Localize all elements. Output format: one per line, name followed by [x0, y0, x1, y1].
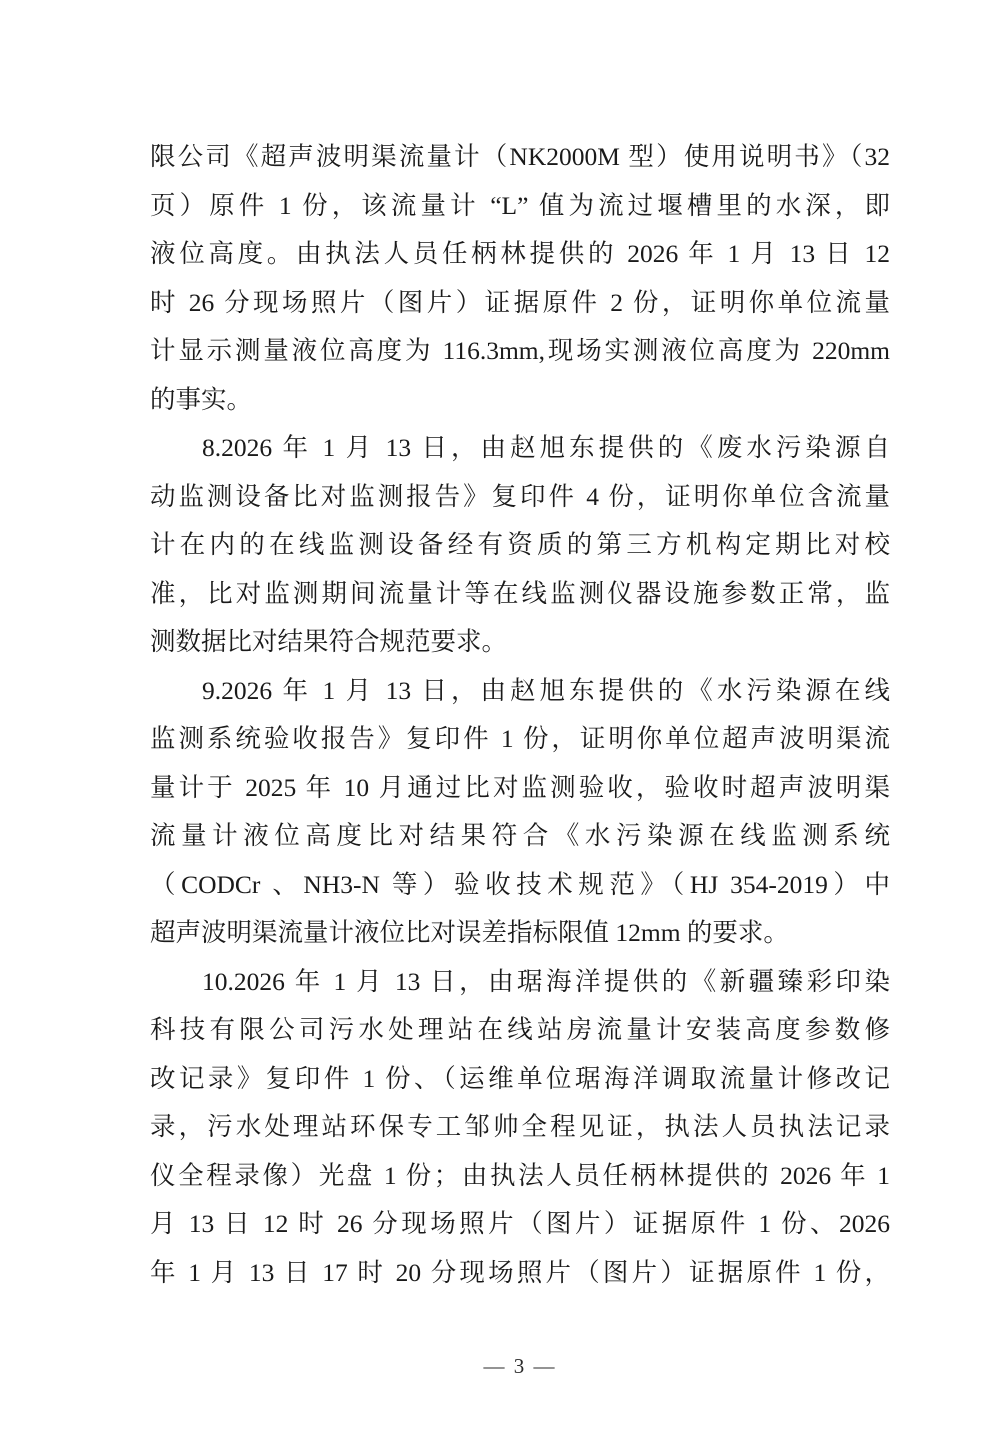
document-line paragraph-start: 10.2026 年 1 月 13 日，由琚海洋提供的《新疆臻彩印染	[202, 966, 890, 996]
document-line paragraph-start: 9.2026 年 1 月 13 日，由赵旭东提供的《水污染源在线	[202, 675, 890, 705]
document-line paragraph-end: 的事实。	[150, 384, 253, 414]
document-line: 流量计液位高度比对结果符合《水污染源在线监测系统	[150, 821, 890, 850]
document-line: （CODCr 、NH3-N 等）验收技术规范》（HJ 354-2019）中	[150, 869, 890, 899]
document-line: 量计于 2025 年 10 月通过比对监测验收，验收时超声波明渠	[150, 772, 890, 802]
document-line: 录，污水处理站环保专工邹帅全程见证，执法人员执法记录	[150, 1112, 890, 1141]
document-line: 监测系统验收报告》复印件 1 份，证明你单位超声波明渠流	[150, 724, 890, 753]
document-line: 动监测设备比对监测报告》复印件 4 份，证明你单位含流量	[150, 481, 890, 511]
page-footer	[150, 1350, 890, 1382]
document-line paragraph-end: 测数据比对结果符合规范要求。	[150, 627, 508, 656]
document-line: 改记录》复印件 1 份、（运维单位琚海洋调取流量计修改记	[150, 1063, 890, 1093]
document-line: 限公司《超声波明渠流量计（NK2000M 型）使用说明书》（32	[150, 142, 890, 171]
document-line: 仪全程录像）光盘 1 份；由执法人员任柄林提供的 2026 年 1	[150, 1160, 890, 1190]
document-line: 科技有限公司污水处理站在线站房流量计安装高度参数修	[150, 1015, 890, 1044]
page-number: — 3 —	[483, 1354, 557, 1378]
document-body	[150, 133, 890, 1297]
document-line: 计显示测量液位高度为 116.3mm,现场实测液位高度为 220mm	[150, 336, 890, 365]
document-line: 时 26 分现场照片（图片）证据原件 2 份，证明你单位流量	[150, 287, 890, 317]
document-line: 准，比对监测期间流量计等在线监测仪器设施参数正常，监	[150, 578, 890, 608]
document-line paragraph-end: 超声波明渠流量计液位比对误差指标限值 12mm 的要求。	[150, 918, 789, 947]
document-line: 液位高度。由执法人员任柄林提供的 2026 年 1 月 13 日 12	[150, 239, 890, 268]
document-line paragraph-start: 8.2026 年 1 月 13 日，由赵旭东提供的《废水污染源自	[202, 433, 890, 462]
document-line: 年 1 月 13 日 17 时 20 分现场照片（图片）证据原件 1 份，	[150, 1257, 890, 1287]
document-line: 月 13 日 12 时 26 分现场照片（图片）证据原件 1 份、2026	[150, 1209, 890, 1238]
document-line: 计在内的在线监测设备经有资质的第三方机构定期比对校	[150, 530, 890, 559]
document-line: 页）原件 1 份，该流量计 “L” 值为流过堰槽里的水深，即	[150, 190, 890, 220]
